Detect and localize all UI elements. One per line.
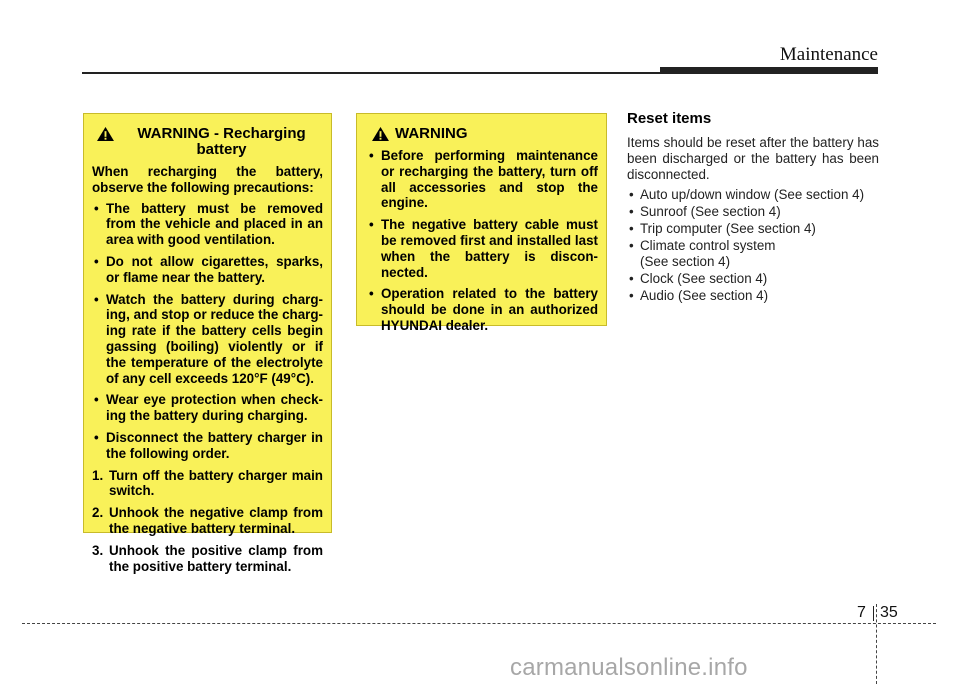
step-text: Unhook the negative clamp from the negative battery terminal. [109,505,323,536]
header-title: Maintenance [779,44,878,65]
page-number-separator [873,606,874,621]
warning-bullet: • Wear eye protection when check-ing the battery during charging. [92,392,323,424]
reset-item: • Climate control system (See section 4) [627,238,800,270]
warning-box-general [356,113,607,333]
warning-triangle-icon [96,126,115,142]
reset-item: • Clock (See section 4) [627,271,879,287]
warning-bullet: • Before performing maintenance or recharging the battery, turn off all accessories and stop the engine. [367,148,598,211]
watermark: carmanualsonline.info [510,654,748,681]
chapter-number: 7 [857,604,866,621]
warning-bullet: • The battery must be removed from the vehicle and placed in an area with good ventilation. [92,201,323,248]
reset-item: • Auto up/down window (See section 4) [627,187,879,203]
step-number: 2. [92,505,104,521]
page-number: 35 [880,604,898,621]
warning-bullet: • Do not allow cigarettes, sparks, or flame near the battery. [92,254,323,286]
reset-item: • Trip computer (See section 4) [627,221,879,237]
warning-header [367,126,598,142]
warning-step [92,505,323,537]
warning-header [92,126,323,158]
warning-box-recharging [83,113,332,574]
warning-bullet: • Disconnect the battery charger in the following order. [92,430,323,462]
warning-bullet: • Operation related to the battery should be done in an authorized HYUNDAI dealer. [367,286,598,333]
step-text: Unhook the positive clamp from the positive battery terminal. [109,542,323,574]
reset-item: • Sunroof (See section 4) [627,204,879,220]
reset-items-intro: Items should be reset after the battery has been discharged or the battery has been disconnected. [627,135,879,182]
warning-step [92,543,323,575]
footer-dashed-vertical [876,604,877,684]
warning-step [92,468,323,500]
warning-title: WARNING - Recharging battery [137,125,306,158]
warning-intro: When recharging the battery, observe the following precautions: [92,164,323,195]
header-rule-thin [82,72,662,74]
reset-item: • Audio (See section 4) [627,288,879,304]
warning-bullet-list [92,201,323,462]
reset-items-heading: Reset items [627,110,712,127]
warning-bullet-list [367,148,598,334]
warning-title: WARNING [395,125,468,142]
reset-items-section [627,111,879,305]
warning-bullet: • The negative battery cable must be removed first and installed last when the battery is discon-nected. [367,217,598,280]
warning-bullet: • Watch the battery during charg-ing, and stop or reduce the charg-ing rate if the battery cells begin gassing (boiling) violently or if the temperature of the electrolyte of any cell exceeds 120°F (49°C). [92,292,323,387]
reset-items-list [627,187,879,304]
step-text: Turn off the battery charger main switch. [109,467,323,499]
step-number: 3. [92,542,104,558]
warning-step-list [92,468,323,575]
header-rule-thick [660,67,878,74]
warning-triangle-icon [371,126,390,142]
step-number: 1. [92,467,104,483]
footer-dashed-rule [22,623,936,624]
